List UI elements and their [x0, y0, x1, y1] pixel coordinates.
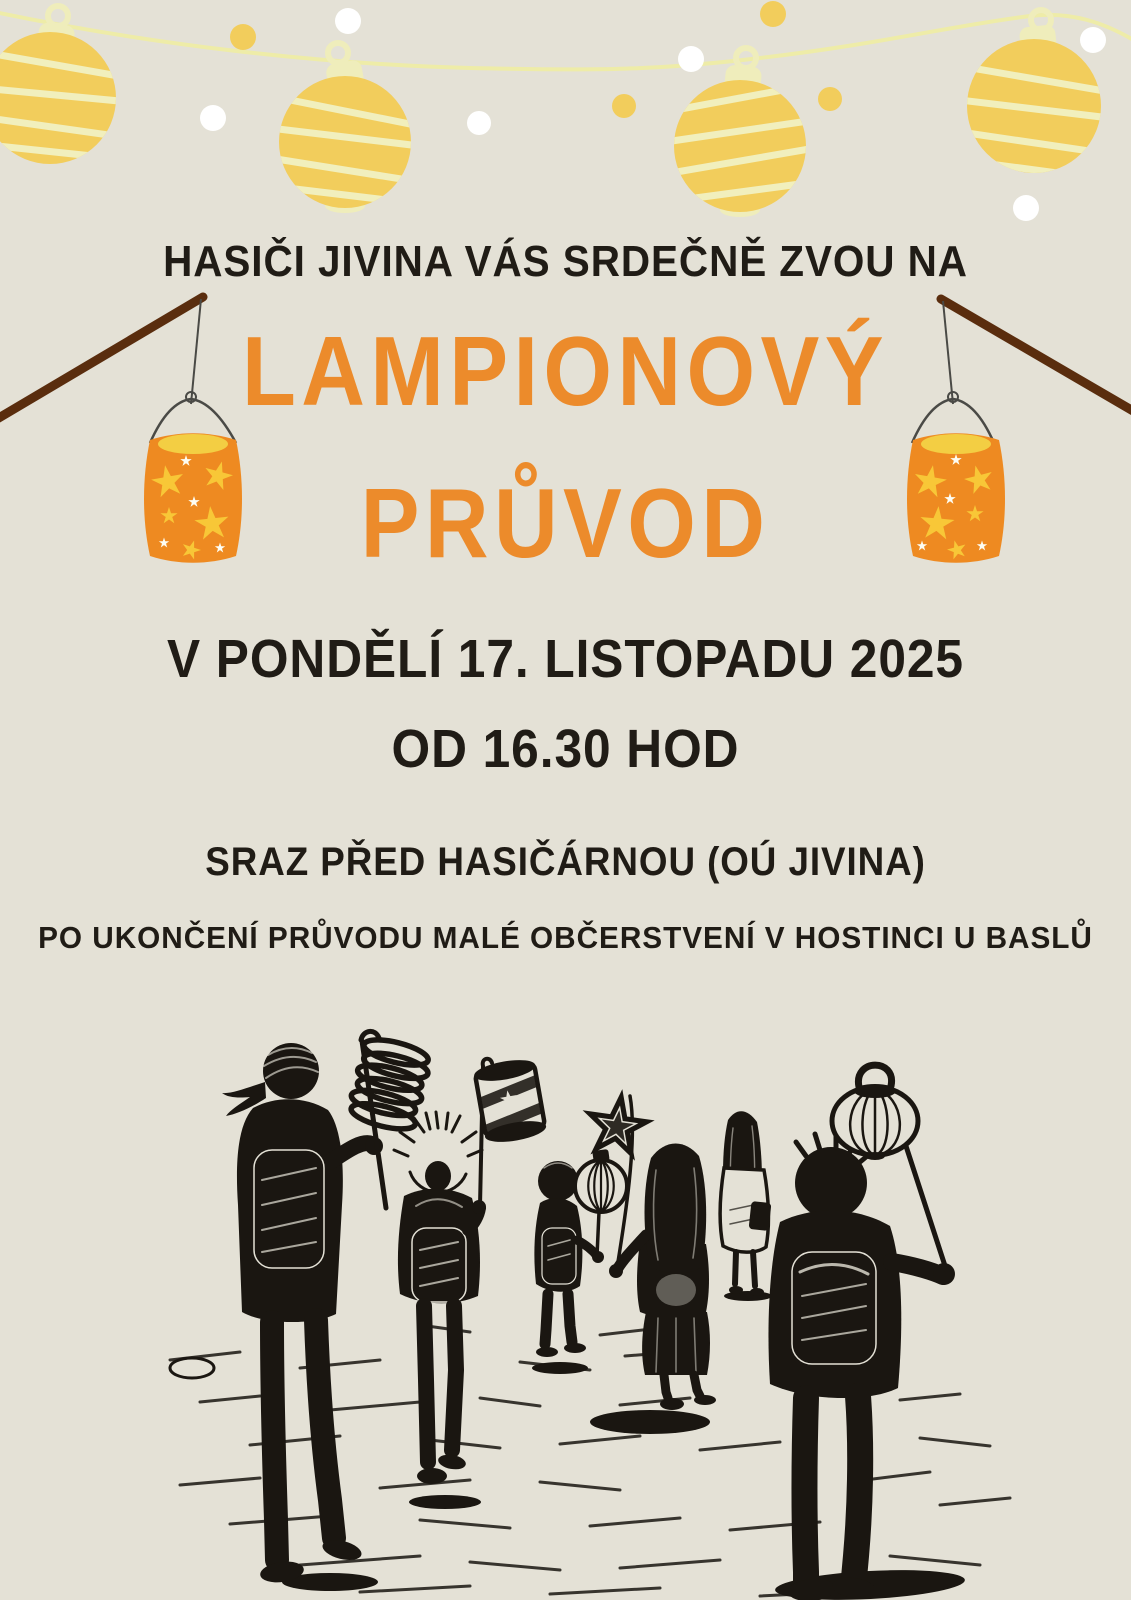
poster-title-line-2: PRŮVOD [360, 468, 771, 578]
refreshments-line: PO UKONČENÍ PRŮVODU MALÉ OBČERSTVENÍ V HOSTINCI U BASLŮ [38, 920, 1093, 955]
slinky-lantern-icon [346, 1035, 434, 1134]
child-figure-small-kid [534, 1149, 627, 1357]
child-figure-big-boy [768, 1065, 955, 1600]
poster-title-line-1: LAMPIONOVÝ [242, 316, 889, 426]
child-figure-blond-kid [394, 1056, 548, 1484]
ground-stone [170, 1358, 214, 1378]
children-parade-illustration [0, 990, 1131, 1600]
lantern-stick [597, 1212, 599, 1256]
star-lantern-icon [585, 1093, 649, 1155]
date-line: V PONDĚLÍ 17. LISTOPADU 2025 [167, 629, 964, 689]
time-line: OD 16.30 HOD [391, 719, 740, 779]
cage-lantern-icon [832, 1065, 918, 1160]
inviter-line: HASIČI JIVINA VÁS SRDEČNĚ ZVOU NA [163, 237, 968, 286]
child-figure-background-girl [720, 1111, 771, 1296]
lantern-stick [905, 1143, 947, 1272]
meeting-point-line: SRAZ PŘED HASIČÁRNOU (OÚ JIVINA) [205, 840, 926, 884]
child-figure-girl-ponytail [222, 1031, 433, 1585]
child-figure-long-hair-girl [585, 1093, 716, 1410]
drum-lantern-icon [473, 1056, 548, 1146]
round-lantern-icon [575, 1149, 627, 1212]
